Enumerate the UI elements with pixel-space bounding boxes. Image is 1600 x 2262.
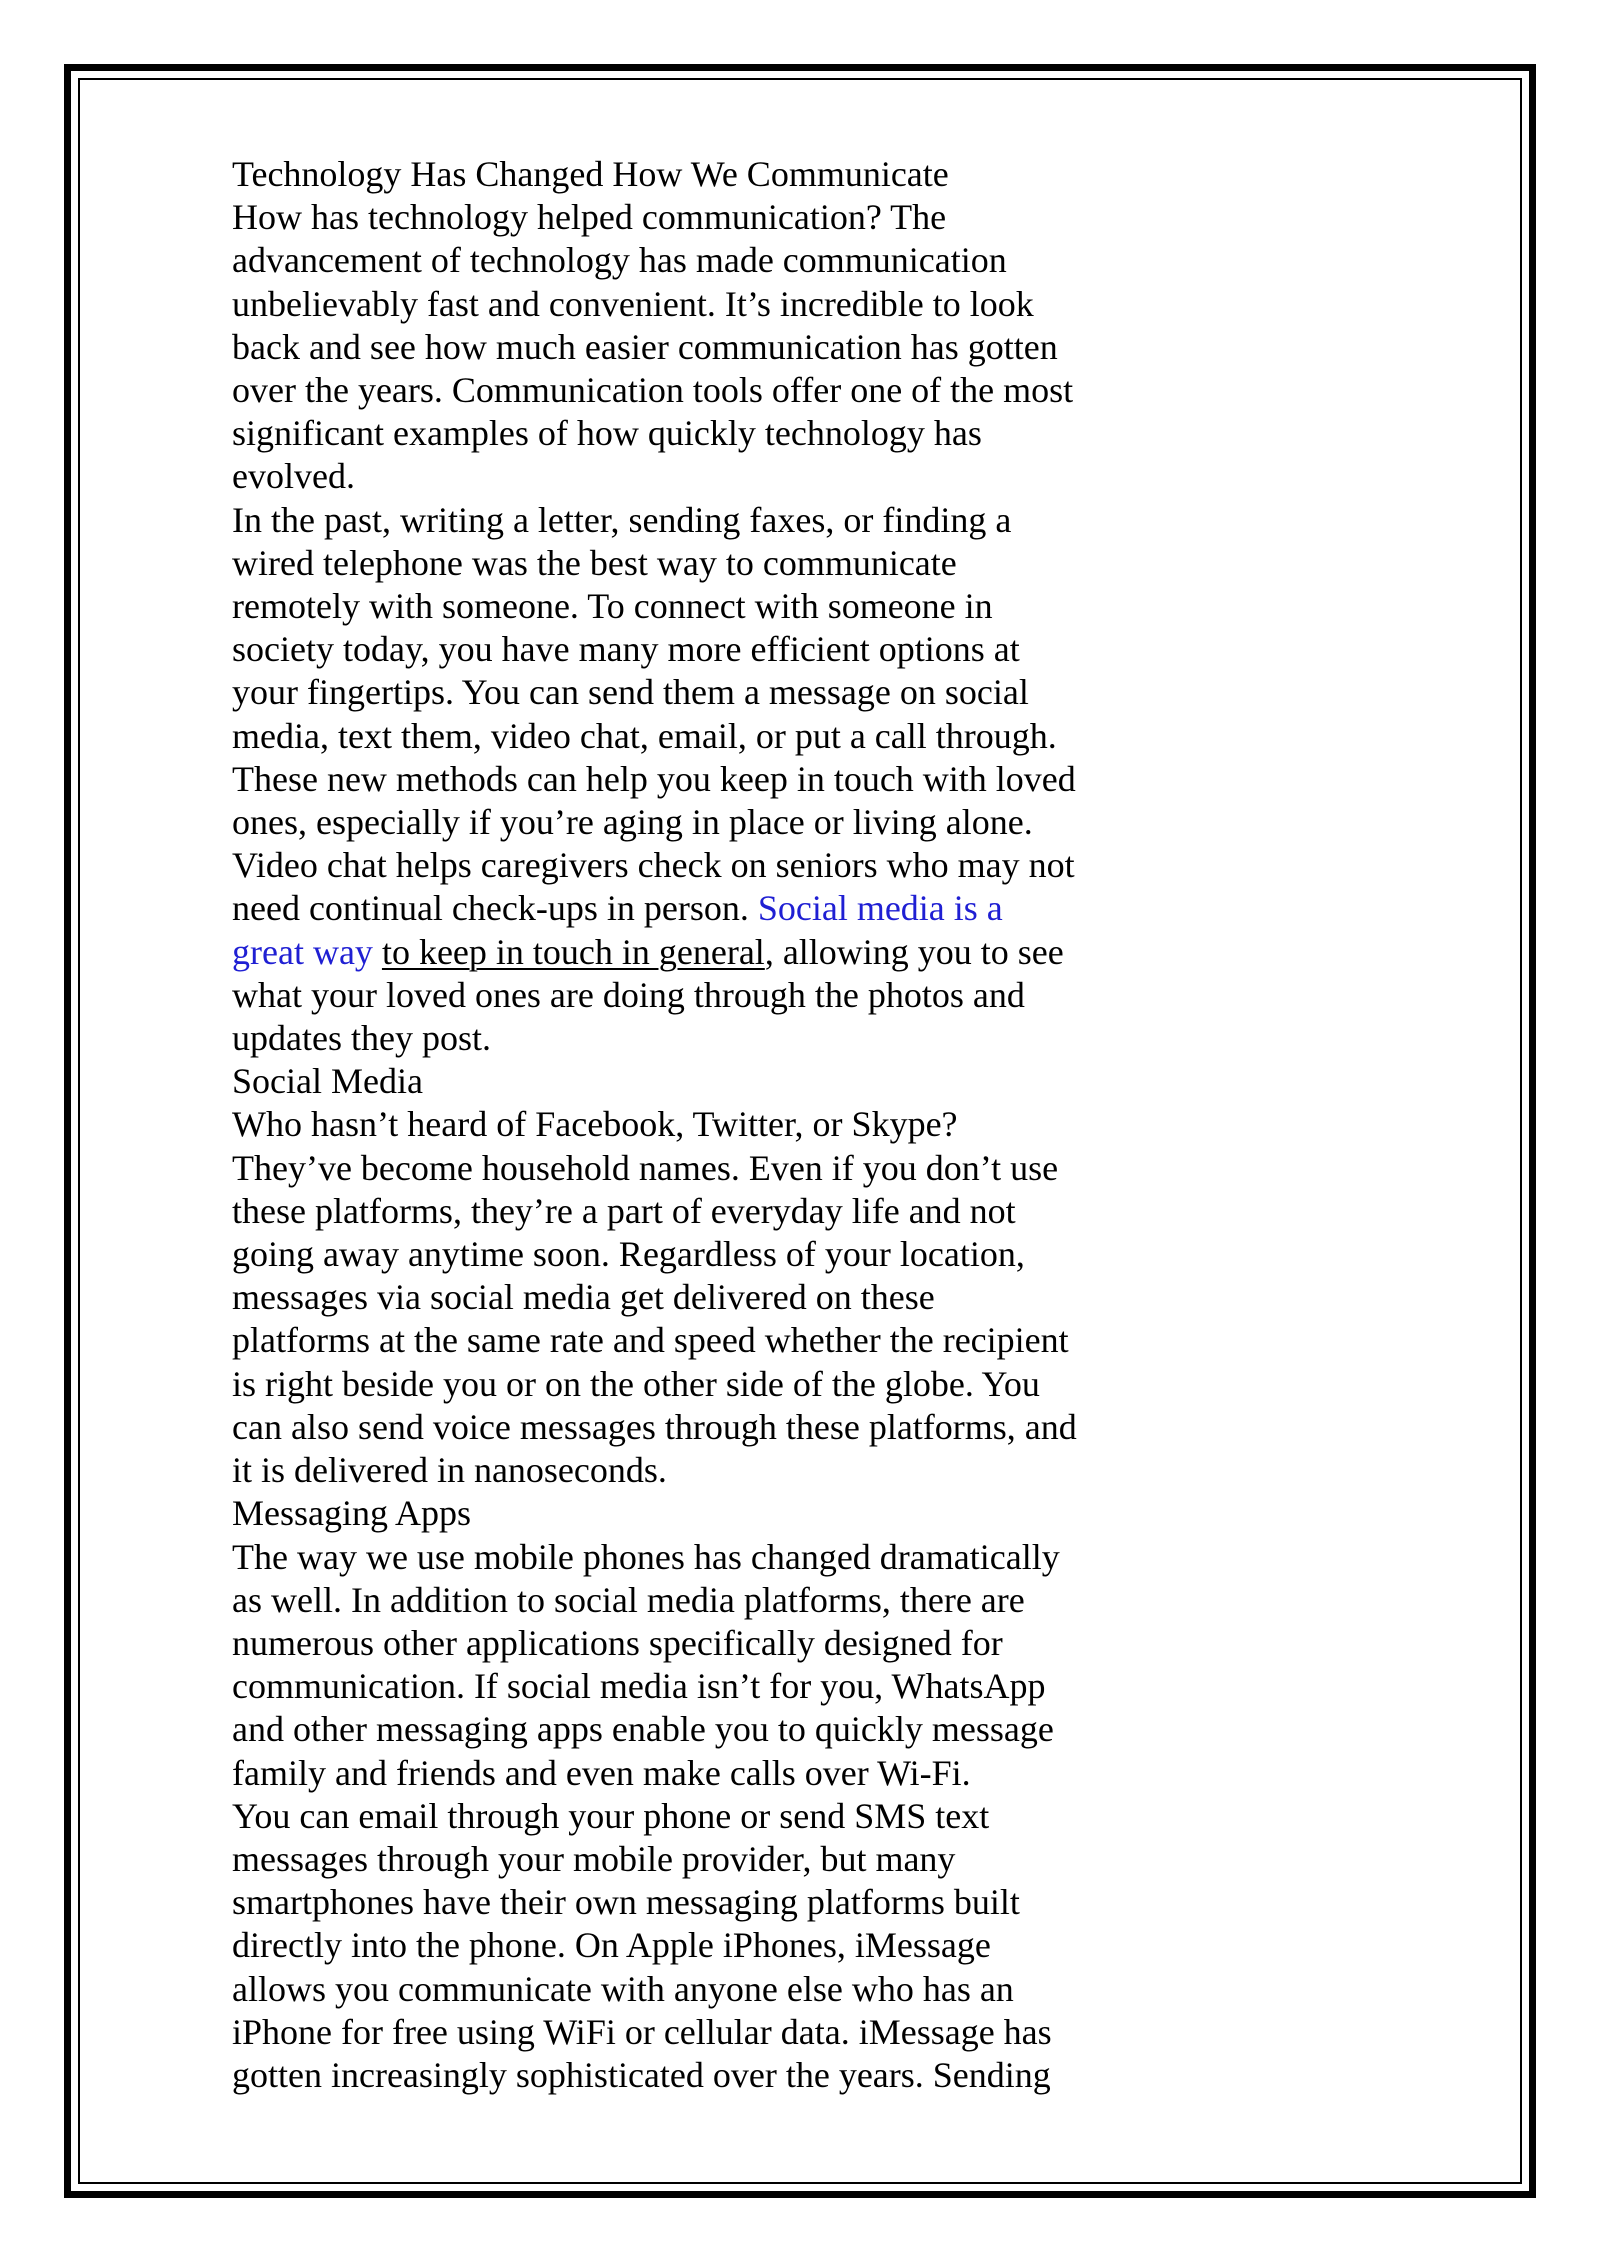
intro-line: over the years. Communication tools offer one of the most <box>232 370 1074 411</box>
past-line: society today, you have many more efficient options at <box>232 629 1020 670</box>
past-line: what your loved ones are doing through the photos and <box>232 974 1025 1015</box>
intro-line: significant examples of how quickly technology has <box>232 413 982 454</box>
messaging-line: communication. If social media isn’t for you, WhatsApp <box>232 1666 1046 1707</box>
intro-line: evolved. <box>232 456 355 497</box>
intro-line: unbelievably fast and convenient. It’s incredible to look <box>232 283 1034 324</box>
messaging-line: as well. In addition to social media platforms, there are <box>232 1579 1025 1620</box>
social-media-link-continued[interactable]: great way <box>232 931 373 972</box>
past-line: updates they post. <box>232 1018 491 1059</box>
email-line: directly into the phone. On Apple iPhones, iMessage <box>232 1925 991 1966</box>
past-line: In the past, writing a letter, sending faxes, or finding a <box>232 499 1012 540</box>
email-line: messages through your mobile provider, but many <box>232 1838 956 1879</box>
messaging-line: The way we use mobile phones has changed dramatically <box>232 1536 1060 1577</box>
link-space <box>373 932 382 972</box>
email-line: gotten increasingly sophisticated over the years. Sending <box>232 2054 1051 2095</box>
social-line: is right beside you or on the other side of the globe. You <box>232 1363 1040 1404</box>
messaging-line: family and friends and even make calls over Wi-Fi. <box>232 1752 971 1793</box>
social-line: it is delivered in nanoseconds. <box>232 1450 667 1491</box>
past-line: your fingertips. You can send them a message on social <box>232 672 1029 713</box>
heading-messaging-apps: Messaging Apps <box>232 1493 472 1534</box>
social-line: messages via social media get delivered on these <box>232 1277 935 1318</box>
past-line-with-link <box>232 931 1132 974</box>
social-line: can also send voice messages through these platforms, and <box>232 1406 1077 1447</box>
email-line: allows you communicate with anyone else who has an <box>232 1968 1014 2009</box>
past-line: These new methods can help you keep in touch with loved <box>232 758 1076 799</box>
email-line: iPhone for free using WiFi or cellular data. iMessage has <box>232 2011 1052 2052</box>
email-line: You can email through your phone or send SMS text <box>232 1795 990 1836</box>
past-line-rest: , allowing you to see <box>764 931 1064 972</box>
past-line: remotely with someone. To connect with someone in <box>232 586 993 627</box>
intro-line: How has technology helped communication? The <box>232 197 947 238</box>
past-line: media, text them, video chat, email, or put a call through. <box>232 715 1057 756</box>
messaging-line: and other messaging apps enable you to quickly message <box>232 1709 1054 1750</box>
social-line: these platforms, they’re a part of everyday life and not <box>232 1190 1016 1231</box>
email-line: smartphones have their own messaging platforms built <box>232 1882 1020 1923</box>
keep-in-touch-link[interactable]: to keep in touch in general <box>381 931 765 972</box>
past-line: Video chat helps caregivers check on seniors who may not <box>232 845 1075 886</box>
social-line: platforms at the same rate and speed whether the recipient <box>232 1320 1069 1361</box>
document-body <box>232 153 1132 2097</box>
document-title: Technology Has Changed How We Communicate <box>232 154 949 194</box>
heading-social-media: Social Media <box>232 1061 423 1102</box>
intro-line: advancement of technology has made communication <box>232 240 1007 281</box>
intro-line: back and see how much easier communication has gotten <box>232 326 1058 367</box>
messaging-line: numerous other applications specifically designed for <box>232 1622 1003 1663</box>
past-line-with-link <box>232 887 1132 930</box>
social-line: They’ve become household names. Even if you don’t use <box>232 1147 1059 1188</box>
social-media-link[interactable]: Social media is a <box>757 888 1003 929</box>
social-line: Who hasn’t heard of Facebook, Twitter, or Skype? <box>232 1104 958 1145</box>
past-line-text: need continual check-ups in person. <box>232 888 758 929</box>
past-line: ones, especially if you’re aging in place or living alone. <box>232 802 1033 843</box>
social-line: going away anytime soon. Regardless of your location, <box>232 1234 1025 1275</box>
past-line: wired telephone was the best way to communicate <box>232 542 957 583</box>
